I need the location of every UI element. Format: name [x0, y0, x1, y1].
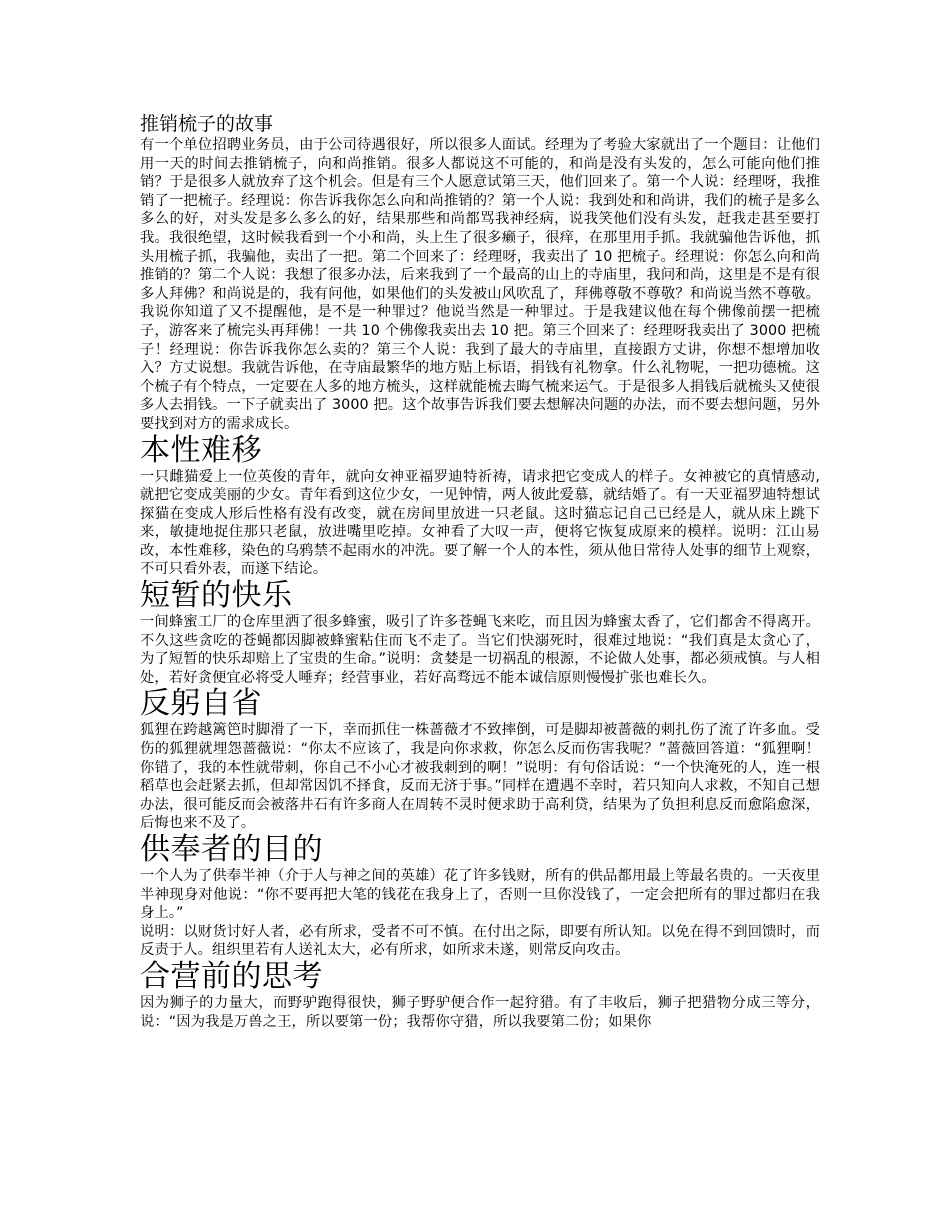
section-paragraph: 一个人为了供奉半神（介于人与神之间的英雄）花了许多钱财，所有的供品都用最上等最名贵的。一天夜里半神现身对他说：“你不要再把大笔的钱花在我身上了，否则一旦你没钱了，一定会把所有的罪过都归在我身上。” [140, 868, 820, 922]
section-self-reflection [140, 687, 820, 833]
section-nature [140, 434, 820, 580]
section-short-happiness [140, 579, 820, 687]
document-page [140, 112, 820, 1031]
section-paragraph: 狐狸在跨越篱笆时脚滑了一下，幸而抓住一株蔷薇才不致摔倒，可是脚却被蔷薇的刺扎伤了流了许多血。受伤的狐狸就埋怨蔷薇说：“你太不应该了，我是向你求救，你怎么反而伤害我呢？”蔷薇回答道：“狐狸啊！你错了，我的本性就带刺，你自己不小心才被我刺到的啊！”说明：有句俗话说：“一个快淹死的人，连一根稻草也会赶紧去抓，但却常因饥不择食，反而无济于事。”同样在遭遇不幸时，若只知向人求救，不知自己想办法，很可能反而会被落井石有许多商人在周转不灵时便求助于高利贷，结果为了负担利息反而愈陷愈深，后悔也来不及了。 [140, 722, 820, 832]
section-title: 反躬自省 [140, 686, 262, 722]
section-title: 短暂的快乐 [140, 578, 293, 614]
section-title: 推销梳子的故事 [140, 113, 274, 135]
section-paragraph: 因为狮子的力量大，而野驴跑得很快，狮子野驴便合作一起狩猎。有了丰收后，狮子把猎物分成三等分，说：“因为我是万兽之王，所以要第一份；我帮你守猎，所以我要第二份；如果你 [140, 994, 820, 1030]
section-offering [140, 833, 820, 960]
section-paragraph: 一只雌猫爱上一位英俊的青年，就向女神亚福罗迪特祈祷，请求把它变成人的样子。女神被它的真情感动,就把它变成美丽的少女。青年看到这位少女，一见钟情，两人彼此爱慕，就结婚了。有一天亚福罗迪特想试探猫在变成人形后性格有没有改变，就在房间里放进一只老鼠。这时猫忘记自己已经是人，就从床上跳下来，敏捷地捉住那只老鼠，放进嘴里吃掉。女神看了大叹一声，便将它恢复成原来的模样。说明：江山易改，本性难移，染色的乌鸦禁不起雨水的冲洗。要了解一个人的本性，须从他日常待人处事的细节上观察，不可只看外表，而遂下结论。 [140, 468, 820, 578]
section-title: 本性难移 [140, 432, 262, 468]
section-title: 合营前的思考 [140, 958, 323, 994]
section-paragraph: 说明：以财货讨好人者，必有所求，受者不可不慎。在付出之际，即要有所认知。以免在得不到回馈时，而反责于人。组织里若有人送礼太大，必有所求，如所求未遂，则常反向攻击。 [140, 923, 820, 959]
section-title: 供奉者的目的 [140, 832, 323, 867]
section-comb-story [140, 112, 820, 434]
section-paragraph: 一间蜂蜜工厂的仓库里洒了很多蜂蜜，吸引了许多苍蝇飞来吃，而且因为蜂蜜太香了，它们都舍不得离开。不久这些贪吃的苍蝇都因脚被蜂蜜粘住而飞不走了。当它们快溺死时，很难过地说：“我们真是太贪心了，为了短暂的快乐却赔上了宝贵的生命。”说明：贪婪是一切祸乱的根源，不论做人处事，都必须戒慎。与人相处，若好贪便宜必将受人唾弃；经营事业，若好高骛远不能本诚信原则慢慢扩张也难长久。 [140, 614, 820, 686]
section-partnership [140, 960, 820, 1031]
section-paragraph: 有一个单位招聘业务员，由于公司待遇很好，所以很多人面试。经理为了考验大家就出了一个题目：让他们用一天的时间去推销梳子，向和尚推销。很多人都说这不可能的，和尚是没有头发的，怎么可能向他们推销？于是很多人就放弃了这个机会。但是有三个人愿意试第三天，他们回来了。第一个人说：经理呀，我推销了一把梳子。经理说：你告诉我你怎么向和尚推销的？第一个人说：我到处和和尚讲，我们的梳子是多么多么的好，对头发是多么多么的好，结果那些和尚都骂我神经病，说我笑他们没有头发，赶我走甚至要打我。我很绝望，这时候我看到一个小和尚，头上生了很多癞子，很痒，在那里用手抓。我就骗他告诉他，抓头用梳子抓，我骗他，卖出了一把。第二个回来了：经理呀，我卖出了 10 把梳子。经理说：你怎么向和尚推销的？第二个人说：我想了很多办法，后来我到了一个最高的山上的寺庙里，我问和尚，这里是不是有很多人拜佛？和尚说是的，我有问他，如果他们的头发被山风吹乱了，拜佛尊敬不尊敬？和尚说当然不尊敬。我说你知道了又不提醒他，是不是一种罪过？他说当然是一种罪过。于是我建议他在每个佛像前摆一把梳子，游客来了梳完头再拜佛！一共 10 个佛像我卖出去 10 把。第三个回来了：经理呀我卖出了 3000 把梳子！经理说：你告诉我你怎么卖的？第三个人说：我到了最大的寺庙里，直接跟方丈讲，你想不想增加收入？方丈说想。我就告诉他，在寺庙最繁华的地方贴上标语，捐钱有礼物拿。什么礼物呢，一把功德梳。这个梳子有个特点，一定要在人多的地方梳头，这样就能梳去晦气梳来运气。于是很多人捐钱后就梳头又使很多人去捐钱。一下子就卖出了 3000 把。这个故事告诉我们要去想解决问题的办法，而不要去想问题，另外要找到对方的需求成长。 [140, 137, 820, 432]
